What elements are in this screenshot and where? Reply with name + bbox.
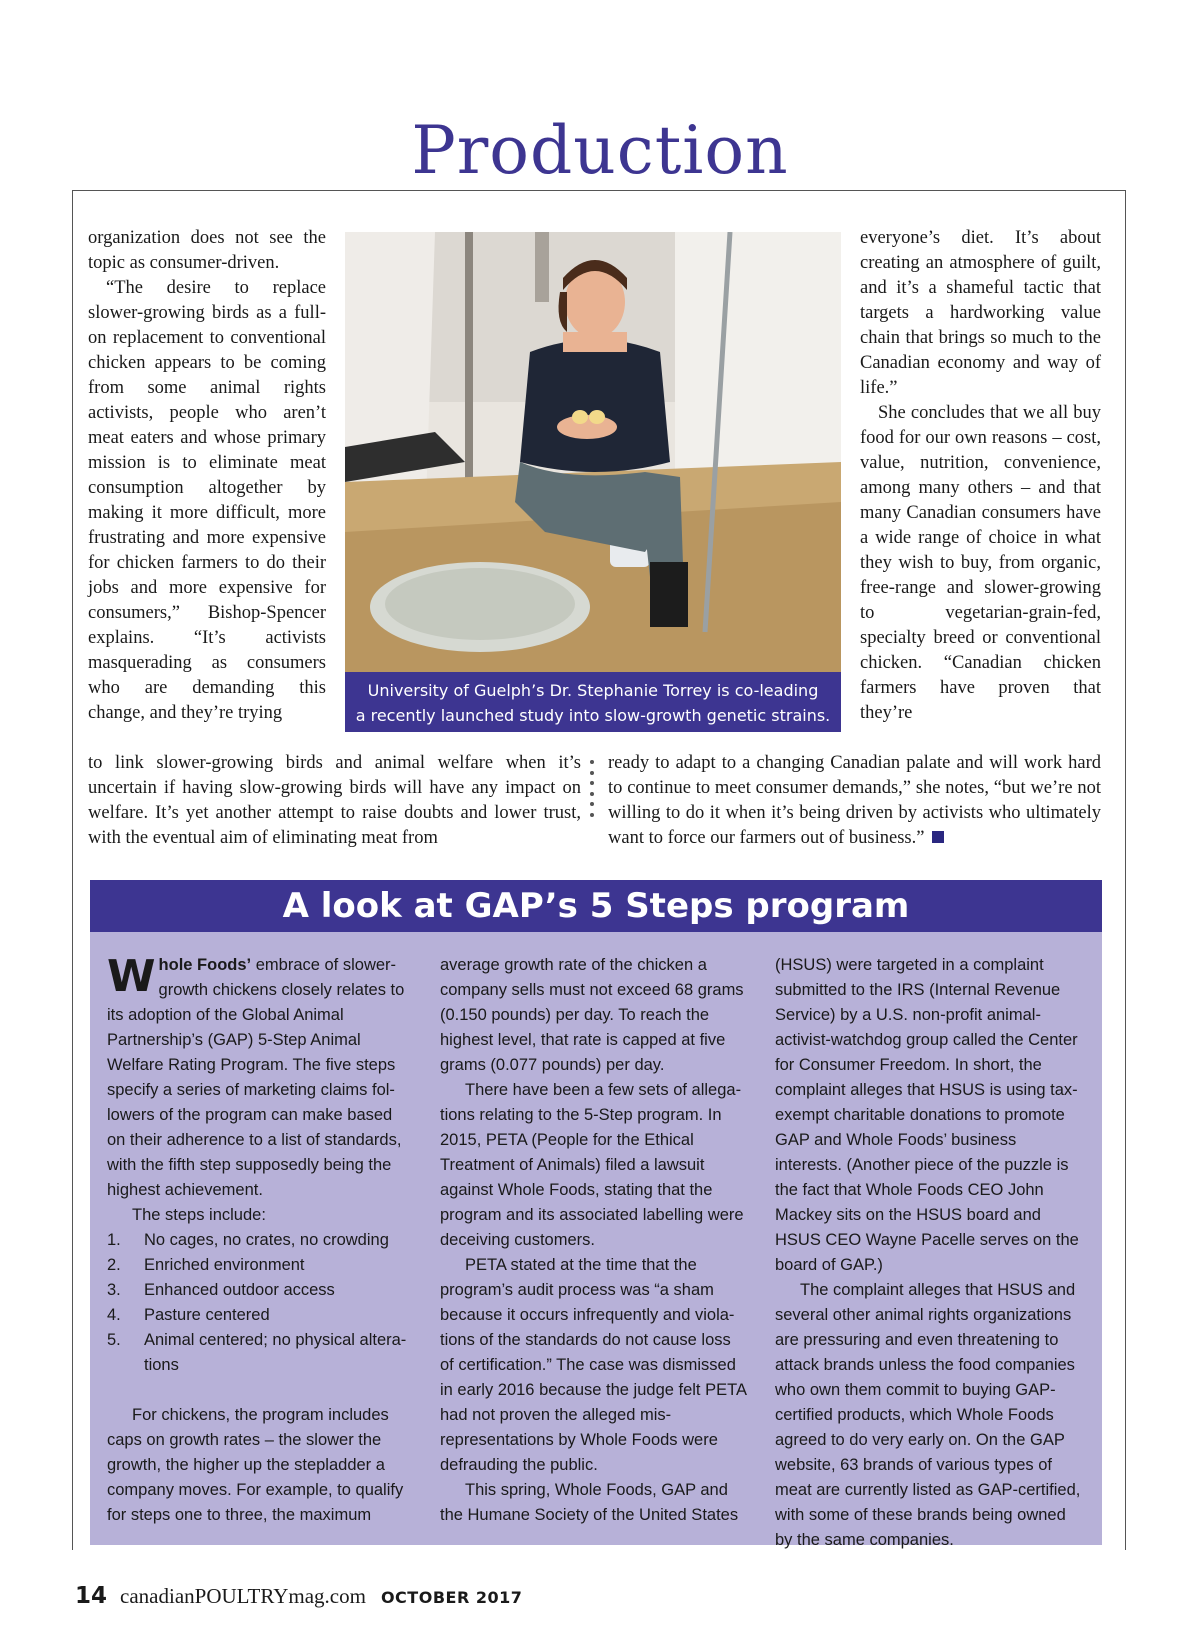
list-item: 4. Pasture centered xyxy=(107,1306,270,1324)
column-divider-dots xyxy=(590,760,596,823)
sidebar-paragraph: For chickens, the program includes caps on growth rates – the slower the growth, the higher up the stepladder a company moves. For example, to qualify for steps one to three, the maximum xyxy=(107,1406,404,1524)
article-column-right xyxy=(860,226,1101,726)
article-paragraph: everyone’s diet. It’s about creating an atmosphere of guilt, and it’s a shameful tactic that targets a hardworking value chain that brings so much to the Canadian economy and way of life.” xyxy=(860,228,1101,398)
list-item: 5. Animal centered; no physical altera-tions xyxy=(107,1331,407,1374)
sidebar-intro-text: embrace of slower-growth chickens closely relates to its adoption of the Global Animal Partnership’s (GAP) 5-Step Animal Welfare Rating Program. The five steps specify a series of marketing claims fol-lowers of the program can make based on their adherence to a list of standards, with the fifth step supposedly being the highest achievement. xyxy=(107,956,405,1199)
frame-right-rule xyxy=(1125,190,1126,1550)
article-paragraph xyxy=(608,751,1101,851)
photo-researcher-with-chicks xyxy=(345,232,841,672)
article-column-left xyxy=(88,226,326,726)
page-footer xyxy=(75,1583,522,1609)
sidebar-intro xyxy=(107,953,414,1203)
issue-date: OCTOBER 2017 xyxy=(380,1588,523,1607)
magazine-website: canadianPOULTRYmag.com xyxy=(120,1584,366,1608)
caption-line-1: University of Guelph’s Dr. Stephanie Torrey is co-leading xyxy=(367,681,819,700)
article-bottom-left xyxy=(88,751,581,851)
sidebar-column-2 xyxy=(440,953,747,1528)
frame-left-rule xyxy=(72,190,73,1550)
list-item: 1. No cages, no crates, no crowding xyxy=(107,1231,389,1249)
sidebar-paragraph: (HSUS) were targeted in a complaint submitted to the IRS (Internal Revenue Service) by a U.S. non-profit animal-activist-watchdog group called the Center for Consumer Freedom. In short, the complaint alleges that HSUS is using tax-exempt charitable donations to promote GAP and Whole Foods’ business interests. (Another piece of the puzzle is the fact that Whole Foods CEO John Mackey sits on the HSUS board and HSUS CEO Wayne Pacelle serves on the board of GAP.) xyxy=(775,956,1079,1274)
section-title: Production xyxy=(411,112,789,189)
list-item: 2. Enriched environment xyxy=(107,1256,305,1274)
lead-in: hole Foods’ xyxy=(158,956,252,974)
article-photo xyxy=(345,232,841,672)
sidebar-title: A look at GAP’s 5 Steps program xyxy=(90,880,1102,932)
steps-list xyxy=(107,1228,414,1378)
sidebar-column-1 xyxy=(107,953,414,1528)
sidebar-paragraph: This spring, Whole Foods, GAP and the Humane Society of the United States xyxy=(440,1481,739,1524)
steps-intro: The steps include: xyxy=(132,1206,266,1224)
article-paragraph: “The desire to replace slower-growing birds as a full-on replacement to conventional chicken appears to be coming from some animal rights activists, people who aren’t meat eaters and whose primary mission is to eliminate meat consumption altogether by making it more difficult, more frustrating and more expensive for chicken farmers to do their jobs and more expensive for consumers,” Bishop-Spencer explains. “It’s activists masquerading as consumers who are demanding this change, and they’re trying xyxy=(88,278,326,723)
article-paragraph: to link slower-growing birds and animal welfare when it’s uncertain if having slow-growing birds will have any impact on welfare. It’s yet another attempt to raise doubts and lower trust, with the eventual aim of eliminating meat from xyxy=(88,753,581,848)
sidebar-paragraph: average growth rate of the chicken a company sells must not exceed 68 grams (0.150 pounds) per day. To reach the highest level, that rate is capped at five grams (0.077 pounds) per day. xyxy=(440,956,744,1074)
article-closing-text: ready to adapt to a changing Canadian palate and will work hard to continue to meet consumer demands,” she notes, “but we’re not willing to do it when it’s being driven by activists who ultimately want to force our farmers out of business.” xyxy=(608,753,1101,848)
list-item: 3. Enhanced outdoor access xyxy=(107,1281,335,1299)
article-bottom-right xyxy=(608,751,1101,851)
sidebar-paragraph: PETA stated at the time that the program’s audit process was “a sham because it occurs infrequently and viola-tions of the standards do not cause loss of certification.” The case was dismissed in early 2016 because the judge felt PETA had not proven the alleged mis-representations by Whole Foods were defrauding the public. xyxy=(440,1256,747,1474)
article-paragraph: She concludes that we all buy food for our own reasons – cost, value, nutrition, convenience, among many others – and that many Canadian consumers have a wide range of choice in what they wish to buy, from organic, free-range and slower-growing to vegetarian-grain-fed, specialty breed or conventional chicken. “Canadian chicken farmers have proven that they’re xyxy=(860,403,1101,723)
sidebar-column-3 xyxy=(775,953,1082,1553)
article-paragraph: organization does not see the topic as consumer-driven. xyxy=(88,228,326,273)
drop-cap: W xyxy=(107,951,156,1002)
frame-top-rule xyxy=(72,190,1126,191)
page-number: 14 xyxy=(75,1583,108,1609)
sidebar-paragraph: There have been a few sets of allega-tions relating to the 5-Step program. In 2015, PETA (People for the Ethical Treatment of Animals) filed a lawsuit against Whole Foods, stating that the program and its associated labelling were deceiving customers. xyxy=(440,1081,744,1249)
photo-caption xyxy=(345,672,841,732)
end-of-article-mark xyxy=(932,831,944,843)
caption-line-2: a recently launched study into slow-growth genetic strains. xyxy=(355,706,831,725)
sidebar-paragraph: The complaint alleges that HSUS and several other animal rights organizations are pressuring and even threatening to attack brands unless the food companies who own them commit to buying GAP-certified products, which Whole Foods agreed to do very early on. On the GAP website, 63 brands of various types of meat are currently listed as GAP-certified, with some of these brands being owned by the same companies. xyxy=(775,1281,1081,1549)
